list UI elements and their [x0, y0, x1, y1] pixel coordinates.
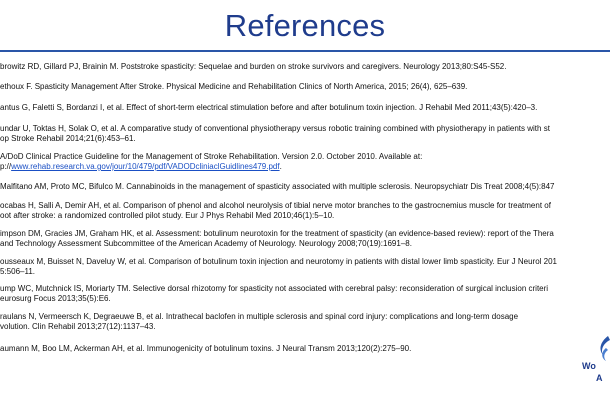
reference-text: A/DoD Clinical Practice Guideline for the Management of Stroke Rehabilitation. Version 2.0. October 2010. Available at: — [0, 152, 423, 161]
reference-text: ethoux F. Spasticity Management After Stroke. Physical Medicine and Rehabilitation Clinics of North America, 2015; 26(4), 625–639. — [0, 82, 468, 91]
reference-text: and Technology Assessment Subcommittee of the American Academy of Neurology. Neurology 2008;70(19):1691–8. — [0, 239, 412, 248]
reference-link-suffix: . — [279, 162, 282, 171]
reference-text: browitz RD, Gillard PJ, Brainin M. Poststroke spasticity: Sequelae and burden on stroke survivors and caregivers. Neurology 2013;80:S45-S52. — [0, 62, 507, 71]
reference-link-prefix: p:// — [0, 162, 12, 171]
page-title: References — [224, 8, 386, 43]
reference-item — [0, 201, 610, 221]
reference-item — [0, 257, 610, 277]
reference-item — [0, 103, 610, 113]
reference-item — [0, 344, 610, 354]
reference-item — [0, 182, 610, 192]
reference-text: eurosurg Focus 2013;35(5):E6. — [0, 294, 111, 303]
reference-item — [0, 312, 610, 332]
reference-text: ousseaux M, Buisset N, Daveluy W, et al. Comparison of botulinum toxin injection and neurotomy in patients with distal lower limb spasticity. Eur J Neurol 201 — [0, 257, 557, 266]
reference-link[interactable]: www.rehab.research.va.gov/jour/10/479/pdf/VADODcliniaclGuidlines479.pdf — [11, 162, 280, 171]
reference-item — [0, 62, 610, 72]
reference-item — [0, 124, 610, 144]
title-divider — [0, 50, 610, 52]
reference-text: op Stroke Rehabil 2014;21(6):453–61. — [0, 134, 136, 143]
logo-text: Wo — [582, 361, 596, 371]
reference-text: volution. Clin Rehabil 2013;27(12):1137–43. — [0, 322, 156, 331]
reference-text: oot after stroke: a randomized controlled pilot study. Eur J Phys Rehabil Med 2010;46(1):5–10. — [0, 211, 335, 220]
reference-item — [0, 284, 610, 304]
logo-text: A — [596, 373, 603, 383]
reference-text: ocabas H, Salli A, Demir AH, et al. Comparison of phenol and alcohol neurolysis of tibial nerve motor branches to the gastrocnemius muscle for treatment of — [0, 201, 551, 210]
reference-text: undar U, Toktas H, Solak O, et al. A comparative study of conventional physiotherapy versus robotic training combined with physiotherapy in patients with st — [0, 124, 550, 133]
reference-text: antus G, Faletti S, Bordanzi I, et al. Effect of short-term electrical stimulation before and after botulinum toxin injection. J Rehabil Med 2011;43(5):420–3. — [0, 103, 538, 112]
reference-text: 5:506–11. — [0, 267, 35, 276]
reference-text: ump WC, Mutchnick IS, Moriarty TM. Selective dorsal rhizotomy for spasticity not associated with cerebral palsy: reconsideration of surgical inclusion criteri — [0, 284, 549, 293]
reference-item — [0, 152, 610, 172]
reference-text: raulans N, Vermeersch K, Degraeuwe B, et al. Intrathecal baclofen in multiple sclerosis and spinal cord injury: complications and long-term dosage — [0, 312, 519, 321]
reference-text: impson DM, Gracies JM, Graham HK, et al. Assessment: botulinum neurotoxin for the treatment of spasticity (an evidence-based review): report of the Thera — [0, 229, 554, 238]
reference-text: aumann M, Boo LM, Ackerman AH, et al. Immunogenicity of botulinum toxins. J Neural Transm 2013;120(2):275–90. — [0, 344, 412, 353]
reference-text: Malfitano AM, Proto MC, Bifulco M. Cannabinoids in the management of spasticity associated with multiple sclerosis. Neuropsychiatr Dis Treat 2008;4(5):847 — [0, 182, 555, 191]
reference-item — [0, 229, 610, 249]
reference-item — [0, 82, 610, 92]
